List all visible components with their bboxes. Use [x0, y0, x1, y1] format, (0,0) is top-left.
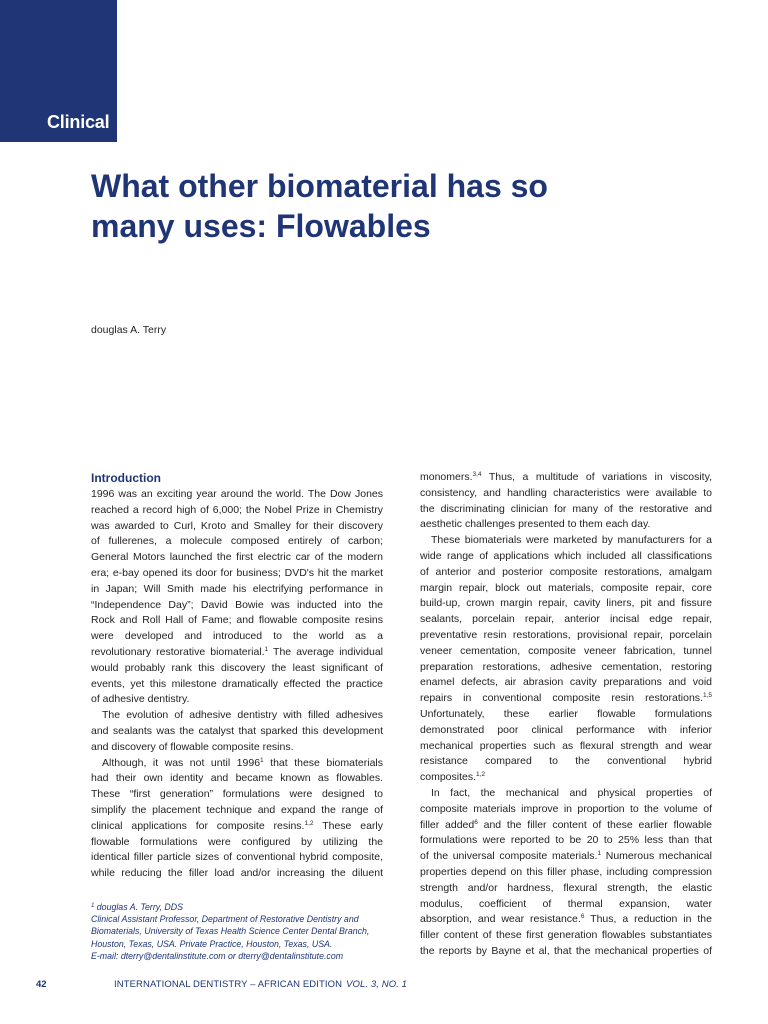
- page-number: 42: [36, 979, 47, 990]
- text-line: events, yet this milestone dramatically effected the practice: [91, 677, 383, 690]
- text-line: In fact, the mechanical and physical properties of: [431, 786, 712, 799]
- text-line: in Japan; Will Smith made his electrifying performance in: [91, 582, 383, 595]
- citation-marker: 1: [264, 645, 269, 653]
- author-footnote: [91, 901, 391, 962]
- text-line: repairs in conventional composite resin restorations.$^{1,5}$: [420, 692, 712, 705]
- text-line: filler content of these first generation flowables substantiates: [420, 929, 712, 942]
- text-line: build-up, crown margin repair, cavity liners, pit and fissure: [420, 597, 712, 610]
- text-line: veneer cementation, composite veneer fabrication, tunnel: [420, 644, 712, 657]
- text-line: demonstrated poor clinical performance with inferior: [420, 723, 712, 736]
- section-heading: Introduction: [91, 471, 161, 485]
- text-line: had their own identity and became known as flowables.: [91, 772, 383, 785]
- footnote-line: Biomaterials, University of Texas Health Science Center Dental Branch,: [91, 926, 370, 937]
- text-line: sealants, porcelain repair, anterior incisal edge repair,: [420, 613, 712, 626]
- text-line: flowable formulations were configured by utilizing the: [91, 835, 383, 848]
- text-line: identical filler particle sizes of conventional hybrid composite,: [91, 851, 383, 864]
- text-line: modulus, coefficient of thermal expansion, water: [420, 897, 712, 910]
- text-line: formulations were reported to be 20 to 25% less than that: [420, 834, 712, 847]
- journal-name: INTERNATIONAL DENTISTRY – AFRICAN EDITION: [114, 979, 343, 990]
- text-line: monomers.$^{3,4}$ Thus, a multitude of variations in viscosity,: [420, 471, 712, 483]
- text-line: resistance compared to the conventional hybrid: [420, 755, 712, 768]
- citation-marker: 1,5: [702, 692, 712, 700]
- text-line: filler added$^6$ and the filler content of these earlier flowable: [420, 818, 712, 831]
- text-line: mechanical properties such as flexural strength and wear: [420, 739, 712, 752]
- citation-marker: 1,2: [476, 771, 486, 779]
- text-line: was awarded to Curl, Kroto and Smalley for their discovery: [91, 519, 383, 532]
- text-line: clinical applications for composite resins.$^{1,2}$ These early: [91, 819, 383, 832]
- text-line: absorption, and wear resistance.$^6$ Thus, a reduction in the: [420, 913, 712, 926]
- text-line: of the universal composite materials.$^1$ Numerous mechanical: [420, 850, 712, 863]
- text-line: era; e-bay opened its door for business; DVD's hit the market: [91, 566, 383, 579]
- citation-marker: 6: [474, 818, 478, 826]
- text-line: of adhesive dentistry.: [91, 693, 190, 706]
- text-line: “Independence Day”; David Bowie was inducted into the: [91, 598, 383, 611]
- text-line: consistency, and handling characteristics were available to: [420, 486, 712, 499]
- journal-volume: VOL. 3, NO. 1: [346, 979, 408, 990]
- citation-marker: 1,2: [304, 819, 314, 827]
- text-line: enamel defects, air abrasion cavity preparations and void: [420, 676, 712, 689]
- article-title: [91, 166, 691, 246]
- text-line: Unfortunately, these earlier flowable formulations: [420, 707, 712, 720]
- text-line: revolutionary restorative biomaterial.$^1$ The average individual: [91, 645, 383, 658]
- text-line: margin repair, block out materials, composite repair, core: [420, 581, 712, 594]
- text-line: properties depend on this filler phase, including compression: [420, 865, 712, 878]
- text-line: Rock and Roll Hall of Fame; and flowable composite resins: [91, 614, 383, 627]
- citation-marker: 1: [597, 850, 602, 858]
- citation-marker: 3,4: [472, 471, 482, 478]
- footnote-line: $^1$ douglas A. Terry, DDS: [91, 902, 183, 912]
- text-line: aesthetic challenges presented to them each day.: [420, 518, 651, 531]
- citation-marker: 1: [260, 756, 264, 764]
- footnote-line: Houston, Texas, USA. Private Practice, Houston, Texas, USA.: [91, 938, 333, 949]
- text-line: strength and/or hardness, flexural strength, the elastic: [420, 881, 712, 894]
- text-line: simplify the placement technique and expand the range of: [91, 803, 383, 816]
- citation-marker: 1: [91, 903, 95, 909]
- text-line: would probably rank this discovery the least significant of: [91, 661, 383, 674]
- text-line: These “first generation” formulations were designed to: [91, 788, 383, 801]
- title-line: What other biomaterial has so: [91, 168, 548, 204]
- text-line: the discriminating clinician for many of the restorative and: [420, 502, 712, 515]
- journal-footer: [114, 979, 407, 990]
- text-line: The evolution of adhesive dentistry with filled adhesives: [102, 709, 383, 722]
- text-line: preventative resin restorations, provisional repair, porcelain: [420, 628, 712, 641]
- text-line: 1996 was an exciting year around the world. The Dow Jones: [91, 488, 383, 500]
- left-column: [91, 470, 383, 882]
- section-label: Clinical: [47, 112, 110, 132]
- text-line: while reducing the filler load and/or increasing the diluent: [91, 867, 383, 880]
- text-line: and discovery of flowable composite resins.: [91, 740, 294, 753]
- text-line: wide range of applications which included all classifications: [420, 549, 712, 562]
- author-byline: douglas A. Terry: [91, 324, 167, 336]
- title-line: many uses: Flowables: [91, 208, 431, 244]
- right-column: [420, 470, 712, 960]
- text-line: of anterior and posterior composite restorations, amalgam: [420, 565, 712, 578]
- text-line: composite materials improve in proportion to the volume of: [420, 802, 712, 815]
- text-line: reached a record high of 6,000; the Nobel Prize in Chemistry: [91, 503, 383, 516]
- text-line: preparation restorations, adhesive cementation, restoring: [420, 660, 712, 673]
- text-line: General Motors launched the first electric car of the modern: [91, 551, 383, 564]
- text-line: composites.$^{1,2}$: [420, 771, 486, 784]
- footnote-line: Clinical Assistant Professor, Department of Restorative Dentistry and: [91, 914, 359, 925]
- text-line: These biomaterials were marketed by manufacturers for a: [431, 534, 712, 547]
- text-line: were developed and introduced to the world as a: [91, 630, 383, 643]
- text-line: Although, it was not until 1996$^1$ that these biomaterials: [102, 756, 383, 769]
- text-line: and sealants was the catalyst that sparked this development: [91, 724, 383, 737]
- footnote-line: E-mail: dterry@dentalinstitute.com or dterry@dentalinstitute.com: [91, 950, 344, 961]
- text-line: of fullerenes, a molecule composed entirely of carbon;: [91, 535, 383, 548]
- citation-marker: 6: [580, 913, 585, 921]
- text-line: the reports by Bayne et al, that the mechanical properties of: [420, 944, 712, 957]
